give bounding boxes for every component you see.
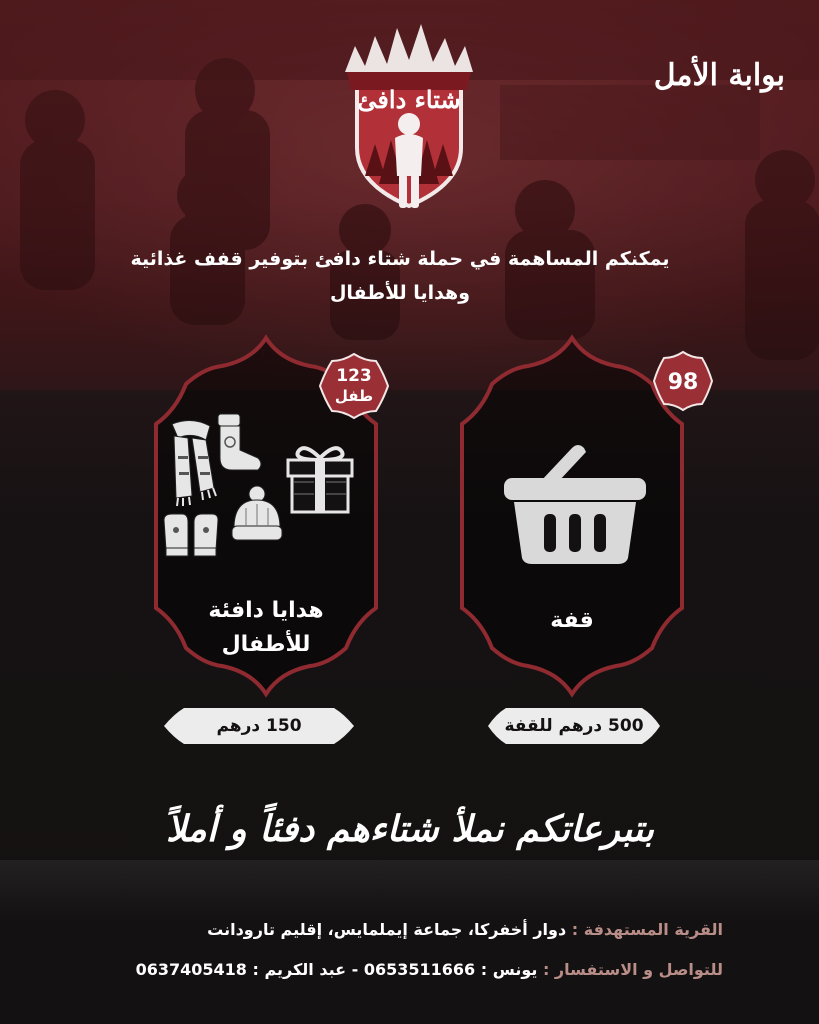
contact-info	[136, 960, 723, 979]
basket-price-tag	[486, 706, 662, 746]
children-count: 123	[336, 366, 372, 386]
organization-name: بوابة الأمل	[653, 58, 785, 93]
target-village-label: القرية المستهدفة :	[571, 920, 723, 939]
basket-price: 500 درهم للقفة	[504, 716, 644, 736]
basket-count-badge	[652, 350, 714, 412]
intro-line-2: وهدايا للأطفال	[329, 282, 471, 304]
gifts-label-line-1: هدايا دافئة	[208, 598, 324, 623]
contact-value: يونس : 0653511666 - عبد الكريم : 0637405418	[135, 960, 538, 979]
basket-count: 98	[667, 370, 699, 395]
campaign-logo-text: شتاء دافئ	[357, 85, 461, 114]
footer-band	[0, 860, 819, 920]
slogan: بتبرعاتكم نملأ شتاءهم دفئاً و أملاً	[166, 808, 654, 850]
target-village	[207, 920, 723, 939]
mittens-icon	[160, 512, 222, 558]
gift-box-icon	[284, 438, 356, 514]
beanie-icon	[228, 484, 286, 544]
campaign-logo	[335, 16, 483, 216]
target-village-value: دوار أخفركا، جماعة إيملمايس، إقليم تارودانت	[207, 920, 567, 939]
gifts-price-tag	[162, 706, 356, 746]
contact-label: للتواصل و الاستفسار :	[542, 960, 723, 979]
sock-icon	[212, 412, 266, 474]
gifts-label-line-2: للأطفال	[221, 632, 311, 657]
basket-icon	[500, 440, 650, 565]
gifts-price: 150 درهم	[216, 716, 302, 736]
basket-label: قفة	[550, 608, 594, 633]
intro-line-1: يمكنكم المساهمة في حملة شتاء دافئ بتوفير قفف غذائية	[130, 248, 670, 270]
children-unit: طفل	[334, 387, 374, 405]
children-count-badge	[318, 352, 390, 420]
